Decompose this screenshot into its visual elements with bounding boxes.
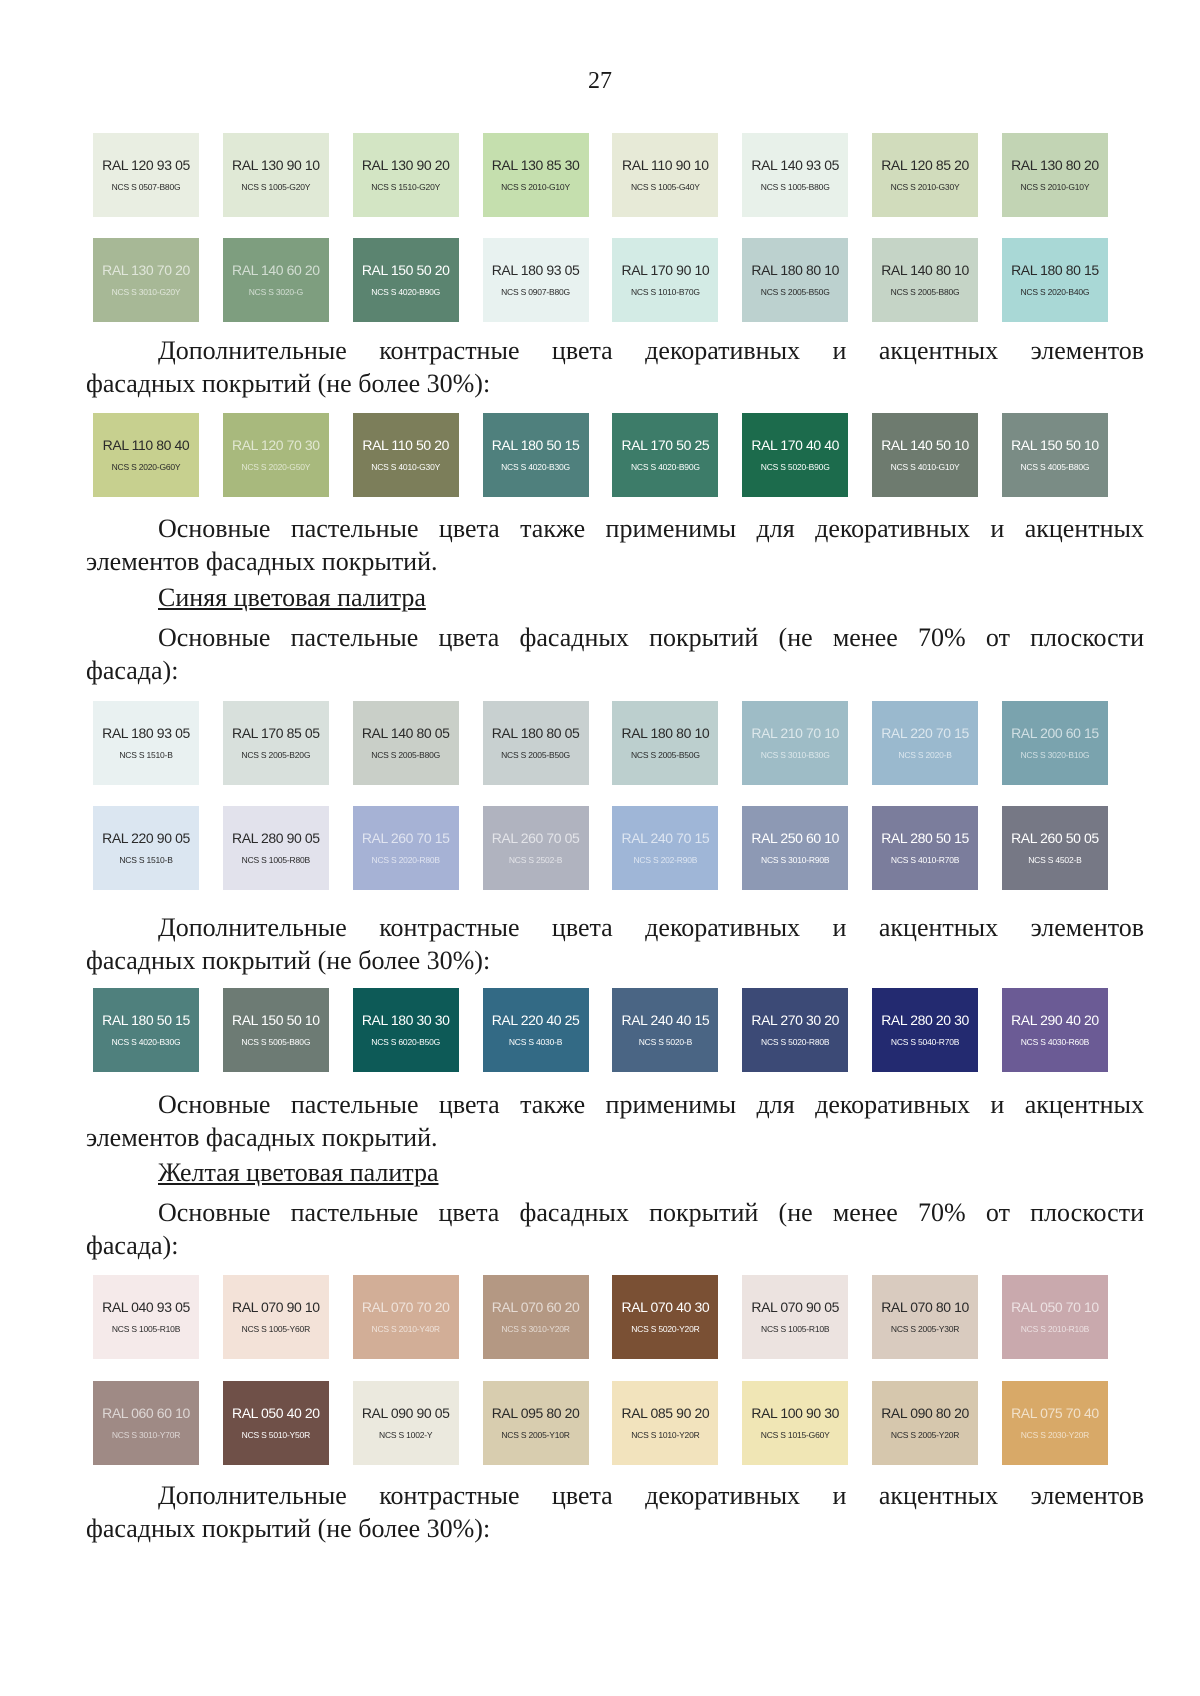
ncs-code: NCS S 1010-B70G xyxy=(630,287,700,298)
ncs-code: NCS S 4005-B80G xyxy=(1020,462,1090,473)
ncs-code: NCS S 1002-Y xyxy=(379,1430,433,1441)
ncs-code: NCS S 4010-G30Y xyxy=(371,462,441,473)
ncs-code: NCS S 2010-Y40R xyxy=(371,1324,440,1335)
color-swatch xyxy=(223,413,329,497)
green-main-row-1 xyxy=(93,133,1108,217)
ral-code: RAL 260 70 15 xyxy=(361,830,450,847)
color-swatch xyxy=(93,806,199,890)
color-swatch xyxy=(353,413,459,497)
ncs-code: NCS S 3010-R90B xyxy=(761,855,830,866)
ral-code: RAL 170 40 40 xyxy=(751,437,840,454)
color-swatch xyxy=(872,806,978,890)
ncs-code: NCS S 5020-R80B xyxy=(761,1037,830,1048)
ral-code: RAL 140 50 10 xyxy=(881,437,969,454)
yellow-main-intro-line1: Основные пастельные цвета фасадных покрытий (не менее 70% от плоскости xyxy=(158,1198,1144,1227)
ral-code: RAL 180 80 15 xyxy=(1011,262,1099,279)
color-swatch xyxy=(1002,413,1108,497)
ncs-code: NCS S 1510-B xyxy=(119,750,173,761)
color-swatch xyxy=(483,1275,589,1359)
ral-code: RAL 280 20 30 xyxy=(881,1012,969,1029)
ral-code: RAL 070 60 20 xyxy=(491,1299,580,1316)
ncs-code: NCS S 1005-R10B xyxy=(761,1324,830,1335)
color-swatch xyxy=(742,1381,848,1465)
blue-main-row-1 xyxy=(93,701,1108,785)
ncs-code: NCS S 2020-G60Y xyxy=(111,462,181,473)
blue-main-intro-line2: фасада): xyxy=(86,656,179,685)
blue-palette-heading: Синяя цветовая палитра xyxy=(158,583,426,612)
ral-code: RAL 090 90 05 xyxy=(361,1405,450,1422)
color-swatch xyxy=(1002,806,1108,890)
ncs-code: NCS S 2020-B40G xyxy=(1020,287,1090,298)
color-swatch xyxy=(353,1275,459,1359)
color-swatch xyxy=(353,806,459,890)
ncs-code: NCS S 1005-B80G xyxy=(760,182,830,193)
color-swatch xyxy=(742,413,848,497)
ncs-code: NCS S 2005-B20G xyxy=(241,750,311,761)
ncs-code: NCS S 2005-Y20R xyxy=(890,1430,960,1441)
ral-code: RAL 180 50 15 xyxy=(491,437,580,454)
green-extra-row xyxy=(93,413,1108,497)
ncs-code: NCS S 0907-B80G xyxy=(501,287,570,298)
color-swatch xyxy=(612,238,718,322)
ral-code: RAL 130 80 20 xyxy=(1011,157,1099,174)
page-number: 27 xyxy=(588,68,612,94)
yellow-main-row-1 xyxy=(93,1275,1108,1359)
ral-code: RAL 110 80 40 xyxy=(102,437,190,454)
color-swatch xyxy=(1002,238,1108,322)
ral-code: RAL 050 40 20 xyxy=(232,1405,320,1422)
ral-code: RAL 220 70 15 xyxy=(881,725,969,742)
ral-code: RAL 090 80 20 xyxy=(881,1405,969,1422)
blue-extra-intro-line1: Дополнительные контрастные цвета декоративных и акцентных элементов xyxy=(158,913,1144,942)
color-swatch xyxy=(742,1275,848,1359)
ral-code: RAL 075 70 40 xyxy=(1011,1405,1099,1422)
green-pastel-note-line2: элементов фасадных покрытий. xyxy=(86,547,438,576)
color-swatch xyxy=(223,1275,329,1359)
color-swatch xyxy=(483,238,589,322)
ral-code: RAL 130 70 20 xyxy=(102,262,190,279)
ral-code: RAL 050 70 10 xyxy=(1011,1299,1099,1316)
green-extra-intro-line1: Дополнительные контрастные цвета декоративных и акцентных элементов xyxy=(158,336,1144,365)
ncs-code: NCS S 3010-G20Y xyxy=(111,287,181,298)
ncs-code: NCS S 4030-R60B xyxy=(1020,1037,1090,1048)
ral-code: RAL 290 40 20 xyxy=(1011,1012,1099,1029)
ncs-code: NCS S 2005-B80G xyxy=(371,750,441,761)
ncs-code: NCS S 2010-G10Y xyxy=(1020,182,1090,193)
ral-code: RAL 060 60 10 xyxy=(102,1405,190,1422)
color-swatch xyxy=(483,806,589,890)
blue-main-intro xyxy=(86,621,1144,687)
ncs-code: NCS S 3020-B10G xyxy=(1020,750,1090,761)
color-swatch xyxy=(353,133,459,217)
ncs-code: NCS S 4020-B30G xyxy=(111,1037,181,1048)
color-swatch xyxy=(483,988,589,1072)
ncs-code: NCS S 0507-B80G xyxy=(111,182,181,193)
ncs-code: NCS S 2005-B50G xyxy=(501,750,570,761)
color-swatch xyxy=(742,701,848,785)
ral-code: RAL 170 90 10 xyxy=(621,262,710,279)
ral-code: RAL 140 60 20 xyxy=(232,262,320,279)
color-swatch xyxy=(872,413,978,497)
ral-code: RAL 260 70 05 xyxy=(491,830,580,847)
color-swatch xyxy=(353,238,459,322)
ral-code: RAL 085 90 20 xyxy=(621,1405,710,1422)
yellow-main-intro xyxy=(86,1196,1144,1262)
ncs-code: NCS S 2005-B50G xyxy=(760,287,830,298)
color-swatch xyxy=(872,701,978,785)
ncs-code: NCS S 5020-B xyxy=(638,1037,693,1048)
ncs-code: NCS S 5020-B90G xyxy=(760,462,830,473)
color-swatch xyxy=(93,1275,199,1359)
color-swatch xyxy=(223,701,329,785)
ncs-code: NCS S 1005-G20Y xyxy=(241,182,311,193)
ral-code: RAL 130 85 30 xyxy=(491,157,580,174)
ral-code: RAL 180 93 05 xyxy=(102,725,190,742)
color-swatch xyxy=(612,806,718,890)
ral-code: RAL 095 80 20 xyxy=(491,1405,580,1422)
color-swatch xyxy=(223,238,329,322)
ncs-code: NCS S 3020-G xyxy=(248,287,303,298)
ral-code: RAL 150 50 10 xyxy=(1011,437,1099,454)
ral-code: RAL 250 60 10 xyxy=(751,830,840,847)
ral-code: RAL 260 50 05 xyxy=(1011,830,1099,847)
ncs-code: NCS S 4020-B90G xyxy=(371,287,441,298)
yellow-extra-intro xyxy=(86,1479,1144,1545)
yellow-palette-heading: Желтая цветовая палитра xyxy=(158,1158,439,1187)
color-swatch xyxy=(223,806,329,890)
ncs-code: NCS S 2010-G10Y xyxy=(501,182,570,193)
ral-code: RAL 220 90 05 xyxy=(102,830,190,847)
blue-pastel-note-line2: элементов фасадных покрытий. xyxy=(86,1123,438,1152)
ral-code: RAL 170 85 05 xyxy=(232,725,320,742)
color-swatch xyxy=(93,988,199,1072)
color-swatch xyxy=(223,133,329,217)
ncs-code: NCS S 4502-B xyxy=(1028,855,1082,866)
ral-code: RAL 140 93 05 xyxy=(751,157,840,174)
blue-extra-row xyxy=(93,988,1108,1072)
ncs-code: NCS S 3010-Y70R xyxy=(111,1430,181,1441)
ral-code: RAL 200 60 15 xyxy=(1011,725,1099,742)
color-swatch xyxy=(612,133,718,217)
color-swatch xyxy=(223,1381,329,1465)
ncs-code: NCS S 202-R90B xyxy=(633,855,698,866)
ncs-code: NCS S 5005-B80G xyxy=(241,1037,311,1048)
ncs-code: NCS S 1005-R80B xyxy=(241,855,311,866)
green-pastel-note-line1: Основные пастельные цвета также применимы для декоративных и акцентных xyxy=(158,514,1144,543)
ncs-code: NCS S 2010-G30Y xyxy=(890,182,960,193)
ncs-code: NCS S 1005-G40Y xyxy=(630,182,700,193)
ncs-code: NCS S 2005-B50G xyxy=(630,750,700,761)
ral-code: RAL 180 30 30 xyxy=(361,1012,450,1029)
ral-code: RAL 150 50 20 xyxy=(361,262,450,279)
ncs-code: NCS S 3010-Y20R xyxy=(501,1324,570,1335)
color-swatch xyxy=(612,413,718,497)
blue-extra-intro xyxy=(86,911,1144,977)
ral-code: RAL 130 90 10 xyxy=(232,157,320,174)
ral-code: RAL 110 90 10 xyxy=(622,157,709,174)
ral-code: RAL 180 50 15 xyxy=(102,1012,190,1029)
color-swatch xyxy=(872,988,978,1072)
ncs-code: NCS S 2005-Y10R xyxy=(501,1430,570,1441)
ncs-code: NCS S 2020-G50Y xyxy=(241,462,311,473)
ncs-code: NCS S 4030-B xyxy=(508,1037,563,1048)
ral-code: RAL 240 70 15 xyxy=(621,830,710,847)
color-swatch xyxy=(483,413,589,497)
ncs-code: NCS S 1005-R10B xyxy=(111,1324,181,1335)
color-swatch xyxy=(353,701,459,785)
color-swatch xyxy=(742,238,848,322)
color-swatch xyxy=(612,1381,718,1465)
ral-code: RAL 180 80 10 xyxy=(751,262,840,279)
color-swatch xyxy=(223,988,329,1072)
ncs-code: NCS S 6020-B50G xyxy=(371,1037,441,1048)
color-swatch xyxy=(353,988,459,1072)
color-swatch xyxy=(742,806,848,890)
ncs-code: NCS S 1510-B xyxy=(119,855,173,866)
color-swatch xyxy=(483,701,589,785)
ral-code: RAL 140 80 10 xyxy=(881,262,969,279)
ncs-code: NCS S 2030-Y20R xyxy=(1020,1430,1090,1441)
color-swatch xyxy=(93,1381,199,1465)
ral-code: RAL 120 70 30 xyxy=(232,437,320,454)
ncs-code: NCS S 4020-B30G xyxy=(501,462,570,473)
ral-code: RAL 120 93 05 xyxy=(102,157,190,174)
ral-code: RAL 270 30 20 xyxy=(751,1012,840,1029)
ral-code: RAL 100 90 30 xyxy=(751,1405,840,1422)
ral-code: RAL 140 80 05 xyxy=(361,725,450,742)
color-swatch xyxy=(1002,988,1108,1072)
color-swatch xyxy=(872,1275,978,1359)
color-swatch xyxy=(1002,1275,1108,1359)
ral-code: RAL 070 90 05 xyxy=(751,1299,840,1316)
blue-pastel-note-line1: Основные пастельные цвета также применимы для декоративных и акцентных xyxy=(158,1090,1144,1119)
ncs-code: NCS S 5010-Y50R xyxy=(241,1430,311,1441)
yellow-extra-intro-line1: Дополнительные контрастные цвета декоративных и акцентных элементов xyxy=(158,1481,1144,1510)
ral-code: RAL 070 80 10 xyxy=(881,1299,969,1316)
ncs-code: NCS S 5040-R70B xyxy=(890,1037,960,1048)
color-swatch xyxy=(612,988,718,1072)
ncs-code: NCS S 4010-R70B xyxy=(890,855,960,866)
color-swatch xyxy=(1002,133,1108,217)
color-swatch xyxy=(483,133,589,217)
ncs-code: NCS S 2020-R80B xyxy=(371,855,440,866)
ncs-code: NCS S 4020-B90G xyxy=(630,462,700,473)
ncs-code: NCS S 1005-Y60R xyxy=(241,1324,311,1335)
color-swatch xyxy=(872,238,978,322)
ral-code: RAL 040 93 05 xyxy=(102,1299,190,1316)
yellow-main-intro-line2: фасада): xyxy=(86,1231,179,1260)
ral-code: RAL 180 80 10 xyxy=(621,725,710,742)
color-swatch xyxy=(742,133,848,217)
ncs-code: NCS S 2502-B xyxy=(508,855,563,866)
green-extra-intro-line2: фасадных покрытий (не более 30%): xyxy=(86,369,491,398)
ral-code: RAL 280 50 15 xyxy=(881,830,969,847)
ral-code: RAL 220 40 25 xyxy=(491,1012,580,1029)
ncs-code: NCS S 2005-Y30R xyxy=(890,1324,960,1335)
blue-extra-intro-line2: фасадных покрытий (не более 30%): xyxy=(86,946,491,975)
ncs-code: NCS S 2005-B80G xyxy=(890,287,960,298)
color-swatch xyxy=(93,701,199,785)
ral-code: RAL 120 85 20 xyxy=(881,157,969,174)
ral-code: RAL 130 90 20 xyxy=(361,157,450,174)
ral-code: RAL 240 40 15 xyxy=(621,1012,710,1029)
color-swatch xyxy=(612,1275,718,1359)
ral-code: RAL 110 50 20 xyxy=(362,437,450,454)
color-swatch xyxy=(93,133,199,217)
ncs-code: NCS S 2020-B xyxy=(898,750,952,761)
ncs-code: NCS S 3010-B30G xyxy=(760,750,830,761)
green-extra-intro xyxy=(86,334,1144,400)
ral-code: RAL 070 40 30 xyxy=(621,1299,710,1316)
ncs-code: NCS S 2010-R10B xyxy=(1020,1324,1090,1335)
color-swatch xyxy=(872,133,978,217)
ral-code: RAL 150 50 10 xyxy=(232,1012,320,1029)
ncs-code: NCS S 5020-Y20R xyxy=(631,1324,700,1335)
ral-code: RAL 180 93 05 xyxy=(491,262,580,279)
color-swatch xyxy=(483,1381,589,1465)
ncs-code: NCS S 4010-G10Y xyxy=(890,462,960,473)
ral-code: RAL 180 80 05 xyxy=(491,725,580,742)
yellow-extra-intro-line2: фасадных покрытий (не более 30%): xyxy=(86,1514,491,1543)
blue-main-intro-line1: Основные пастельные цвета фасадных покрытий (не менее 70% от плоскости xyxy=(158,623,1144,652)
ncs-code: NCS S 1510-G20Y xyxy=(371,182,441,193)
color-swatch xyxy=(1002,1381,1108,1465)
color-swatch xyxy=(353,1381,459,1465)
color-swatch xyxy=(93,413,199,497)
color-swatch xyxy=(93,238,199,322)
green-pastel-note xyxy=(86,512,1144,578)
color-swatch xyxy=(1002,701,1108,785)
ral-code: RAL 210 70 10 xyxy=(751,725,840,742)
blue-main-row-2 xyxy=(93,806,1108,890)
ral-code: RAL 070 70 20 xyxy=(361,1299,450,1316)
color-swatch xyxy=(612,701,718,785)
yellow-main-row-2 xyxy=(93,1381,1108,1465)
color-swatch xyxy=(742,988,848,1072)
ncs-code: NCS S 1010-Y20R xyxy=(631,1430,700,1441)
green-main-row-2 xyxy=(93,238,1108,322)
color-swatch xyxy=(872,1381,978,1465)
ral-code: RAL 070 90 10 xyxy=(232,1299,320,1316)
ncs-code: NCS S 1015-G60Y xyxy=(760,1430,830,1441)
ral-code: RAL 280 90 05 xyxy=(232,830,320,847)
blue-pastel-note xyxy=(86,1088,1144,1154)
ral-code: RAL 170 50 25 xyxy=(621,437,710,454)
